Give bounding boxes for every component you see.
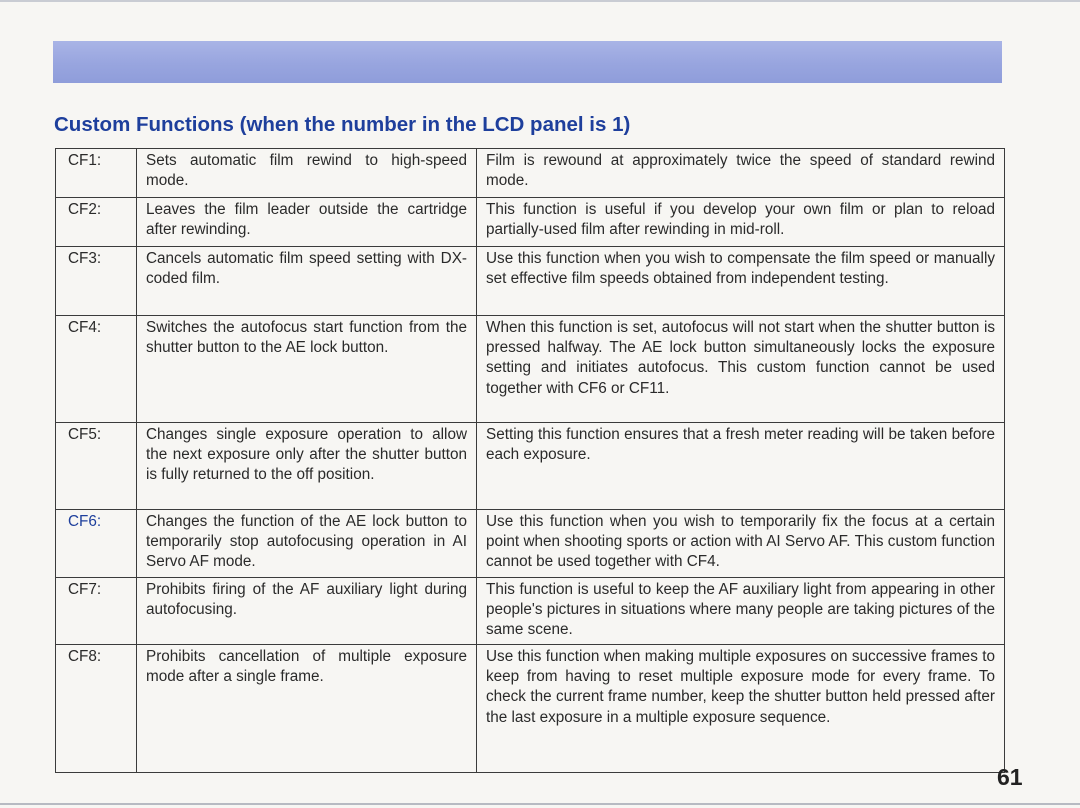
page-number: 61 <box>997 764 1023 790</box>
cf-note: Use this function when making multiple exposures on successive frames to keep from having to reset multiple exposure mode for every frame. To check the current frame number, keep the shutter button held pressed after the last exposure in a multiple exposure sequence. <box>477 645 1005 773</box>
page-heading: Custom Functions (when the number in the LCD panel is 1) <box>54 113 631 136</box>
table-row <box>56 149 1005 198</box>
cf-function: Prohibits firing of the AF auxiliary light during autofocusing. <box>137 578 477 645</box>
cf-number: CF4: <box>56 316 137 423</box>
table-row <box>56 198 1005 247</box>
cf-number: CF8: <box>56 645 137 773</box>
header-banner <box>53 41 1002 83</box>
cf-function: Changes single exposure operation to allow the next exposure only after the shutter button is fully returned to the off position. <box>137 423 477 510</box>
top-rule <box>0 0 1080 2</box>
cf-function: Prohibits cancellation of multiple exposure mode after a single frame. <box>137 645 477 773</box>
cf-number: CF2: <box>56 198 137 247</box>
cf-function: Sets automatic film rewind to high-speed mode. <box>137 149 477 198</box>
table-row <box>56 423 1005 510</box>
cf-function: Changes the function of the AE lock button to temporarily stop autofocusing operation in AI Servo AF mode. <box>137 510 477 578</box>
cf-number: CF1: <box>56 149 137 198</box>
table-row <box>56 247 1005 316</box>
cf-function: Cancels automatic film speed setting with DX-coded film. <box>137 247 477 316</box>
cf-function: Switches the autofocus start function from the shutter button to the AE lock button. <box>137 316 477 423</box>
cf-function: Leaves the film leader outside the cartridge after rewinding. <box>137 198 477 247</box>
cf-note: This function is useful if you develop your own film or plan to reload partially-used film after rewinding in mid-roll. <box>477 198 1005 247</box>
table-row <box>56 316 1005 423</box>
cf-number: CF3: <box>56 247 137 316</box>
cf-note: Film is rewound at approximately twice the speed of standard rewind mode. <box>477 149 1005 198</box>
cf-note: When this function is set, autofocus will not start when the shutter button is pressed halfway. The AE lock button simultaneously locks the exposure setting and initiates autofocus. This custom function cannot be used together with CF6 or CF11. <box>477 316 1005 423</box>
cf-note: This function is useful to keep the AF auxiliary light from appearing in other people's pictures in situations where many people are taking pictures of the same scene. <box>477 578 1005 645</box>
table-row <box>56 578 1005 645</box>
cf-note: Use this function when you wish to compensate the film speed or manually set effective film speeds obtained from independent testing. <box>477 247 1005 316</box>
cf-note: Setting this function ensures that a fresh meter reading will be taken before each exposure. <box>477 423 1005 510</box>
cf-number: CF7: <box>56 578 137 645</box>
cf-number: CF5: <box>56 423 137 510</box>
cf-number: CF6: <box>56 510 137 578</box>
cf-note: Use this function when you wish to temporarily fix the focus at a certain point when shooting sports or action with AI Servo AF. This custom function cannot be used together with CF4. <box>477 510 1005 578</box>
custom-functions-table <box>55 148 1005 773</box>
table-row <box>56 645 1005 773</box>
table-row <box>56 510 1005 578</box>
bottom-rule <box>0 803 1080 805</box>
